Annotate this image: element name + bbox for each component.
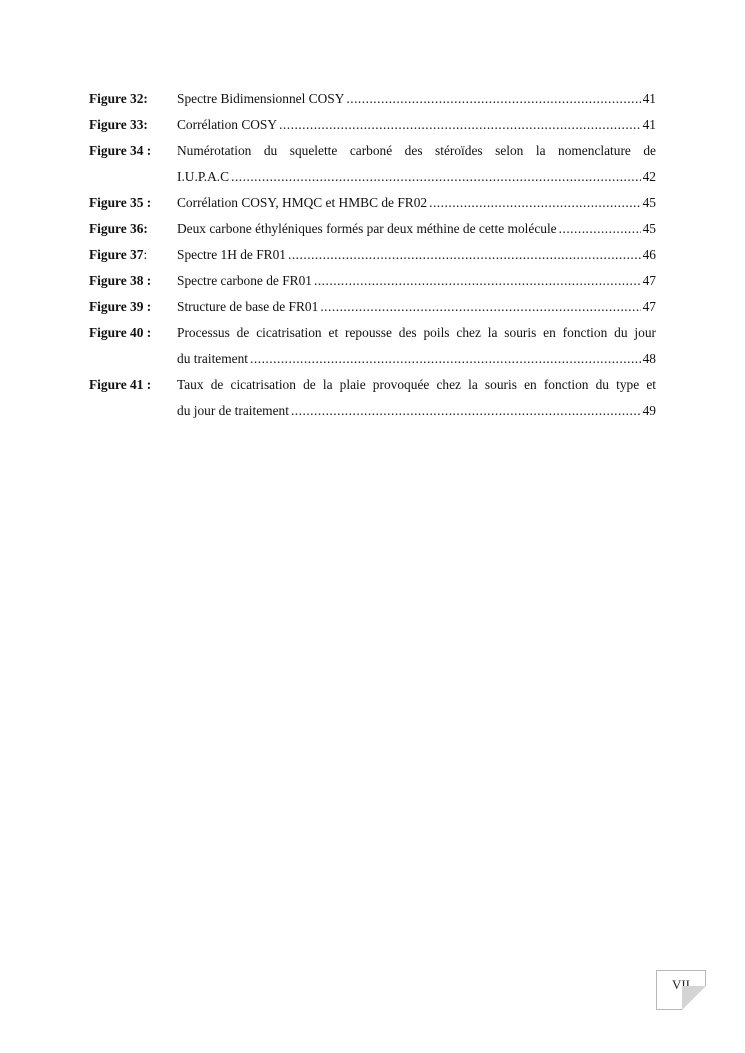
entry-line bbox=[177, 398, 656, 424]
page-ref: 47 bbox=[642, 273, 656, 288]
figure-label: Figure 32: bbox=[89, 91, 148, 106]
toc-entry-figure-37[interactable] bbox=[89, 242, 656, 268]
dot-leader bbox=[346, 86, 640, 112]
page-ref: 48 bbox=[642, 351, 656, 366]
page-ref: 45 bbox=[642, 195, 656, 210]
toc-entry-figure-32[interactable] bbox=[89, 86, 656, 112]
entry-title: du jour de traitement bbox=[177, 403, 289, 418]
page-ref: 41 bbox=[642, 91, 656, 106]
page-ref: 41 bbox=[642, 117, 656, 132]
toc-entry-figure-36[interactable] bbox=[89, 216, 656, 242]
figure-label: Figure 41 : bbox=[89, 377, 152, 392]
entry-text bbox=[177, 372, 656, 424]
figure-label-text: Figure 37 bbox=[89, 247, 144, 262]
toc-entry-figure-38[interactable] bbox=[89, 268, 656, 294]
dot-leader bbox=[288, 242, 641, 268]
entry-title: Deux carbone éthyléniques formés par deux méthine de cette molécule bbox=[177, 221, 557, 236]
entry-line bbox=[177, 164, 656, 190]
entry-title: Corrélation COSY, HMQC et HMBC de FR02 bbox=[177, 195, 428, 210]
entry-line bbox=[177, 190, 656, 216]
dot-leader bbox=[279, 112, 641, 138]
entry-text bbox=[177, 86, 656, 112]
dot-leader bbox=[291, 398, 641, 424]
dot-leader bbox=[429, 190, 641, 216]
entry-title: Spectre Bidimensionnel COSY bbox=[177, 91, 345, 106]
entry-text bbox=[177, 190, 656, 216]
figure-label: Figure 35 : bbox=[89, 195, 152, 210]
toc-entry-figure-39[interactable] bbox=[89, 294, 656, 320]
figure-label: Figure 34 : bbox=[89, 143, 152, 158]
entry-text bbox=[177, 216, 656, 242]
page-ref: 42 bbox=[642, 169, 656, 184]
dot-leader bbox=[559, 216, 641, 242]
dot-leader bbox=[231, 164, 641, 190]
page-curl-icon bbox=[682, 986, 706, 1010]
entry-title: Spectre carbone de FR01 bbox=[177, 273, 312, 288]
dot-leader bbox=[314, 268, 641, 294]
figure-label: Figure 38 : bbox=[89, 273, 152, 288]
entry-title-line-1: Taux de cicatrisation de la plaie provoquée chez la souris en fonction du type et bbox=[177, 377, 656, 392]
entry-text bbox=[177, 138, 656, 190]
entry-text bbox=[177, 242, 656, 268]
page-ref: 46 bbox=[642, 247, 656, 262]
toc-entry-figure-34[interactable] bbox=[89, 138, 656, 190]
entry-title: Corrélation COSY bbox=[177, 117, 278, 132]
figure-label-colon: : bbox=[143, 247, 148, 262]
toc-entry-figure-35[interactable] bbox=[89, 190, 656, 216]
entry-text bbox=[177, 294, 656, 320]
page-ref: 49 bbox=[642, 403, 656, 418]
entry-line bbox=[177, 346, 656, 372]
page-number-box bbox=[656, 970, 706, 1010]
list-of-figures bbox=[89, 86, 656, 424]
entry-line bbox=[177, 268, 656, 294]
dot-leader bbox=[320, 294, 640, 320]
entry-title: Structure de base de FR01 bbox=[177, 299, 319, 314]
dot-leader bbox=[250, 346, 641, 372]
figure-label: Figure 39 : bbox=[89, 299, 152, 314]
page-number: VII bbox=[671, 977, 691, 992]
entry-title: I.U.P.A.C bbox=[177, 169, 230, 184]
figure-label: Figure 36: bbox=[89, 221, 148, 236]
entry-line bbox=[177, 216, 656, 242]
entry-text bbox=[177, 320, 656, 372]
toc-entry-figure-40[interactable] bbox=[89, 320, 656, 372]
figure-label: Figure 33: bbox=[89, 117, 148, 132]
entry-line bbox=[177, 294, 656, 320]
entry-line bbox=[177, 242, 656, 268]
toc-entry-figure-33[interactable] bbox=[89, 112, 656, 138]
entry-title-line-1: Processus de cicatrisation et repousse des poils chez la souris en fonction du jour bbox=[177, 325, 656, 340]
entry-text bbox=[177, 268, 656, 294]
entry-line bbox=[177, 112, 656, 138]
page-ref: 47 bbox=[642, 299, 656, 314]
figure-label: Figure 40 : bbox=[89, 325, 152, 340]
entry-text bbox=[177, 112, 656, 138]
entry-title: Spectre 1H de FR01 bbox=[177, 247, 286, 262]
toc-entry-figure-41[interactable] bbox=[89, 372, 656, 424]
entry-title-line-1: Numérotation du squelette carboné des stéroïdes selon la nomenclature de bbox=[177, 143, 656, 158]
page-ref: 45 bbox=[642, 221, 656, 236]
entry-line bbox=[177, 86, 656, 112]
entry-title: du traitement bbox=[177, 351, 249, 366]
figure-label bbox=[89, 242, 177, 268]
